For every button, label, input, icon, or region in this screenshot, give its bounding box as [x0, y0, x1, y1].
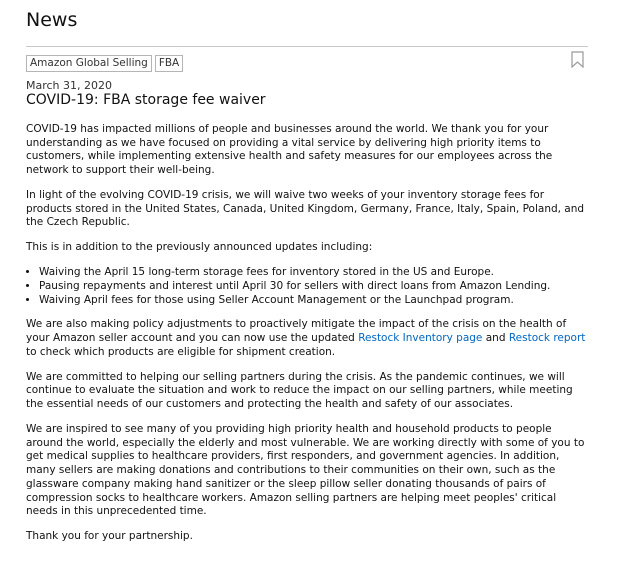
bookmark-icon[interactable] — [571, 51, 584, 68]
paragraph: In light of the evolving COVID-19 crisis, we will waive two weeks of your inventory storage fees for products stored in the United States, Canada, United Kingdom, Germany, France, Italy, Spain, Poland, and the Czech Republic. — [26, 189, 585, 229]
paragraph: COVID-19 has impacted millions of people and businesses around the world. We thank you for your understanding as we have focused on providing a vital service by delivering high priority items to customers, while implementing extensive health and safety measures for our employees across the network to support their well-being. — [26, 123, 553, 177]
paragraph — [26, 318, 586, 359]
tag-amazon-global-selling[interactable]: Amazon Global Selling — [26, 55, 152, 72]
paragraph: We are committed to helping our selling partners during the crisis. As the pandemic continues, we will continue to evaluate the situation and work to reduce the impact on our selling partners, while meeting the essential needs of our customers and protecting the health and safety of our associates. — [26, 370, 573, 411]
restock-report-link[interactable]: Restock report — [508, 332, 586, 345]
paragraph-text: to check which products are eligible for shipment creation. — [26, 345, 336, 358]
list-item: • Pausing repayments and interest until April 30 for sellers with direct loans from Amazon Lending. — [39, 280, 586, 294]
article-title: COVID-19: FBA storage fee waiver — [26, 92, 266, 108]
tag-list — [26, 55, 183, 72]
header-divider — [26, 46, 588, 47]
paragraph-text: We are also making policy adjustments to proactively mitigate the impact of the crisis on the health of your Amazon seller account and you can now use the updated — [26, 318, 567, 345]
paragraph: We are inspired to see many of you providing high priority health and household products to people around the world, especially the elderly and most vulnerable. We are working directly with some of you to get medical supplies to healthcare providers, first responders, and government agencies. In addition, many sellers are making donations and contributions to their communities on their own, such as the glassware company making hand sanitizer or the sleep pillow seller donating thousands of pairs of compression socks to healthcare workers. Amazon selling partners are helping meet peoples' critical needs in this unprecedented time. — [26, 423, 585, 518]
updates-list — [26, 266, 586, 307]
paragraph: This is in addition to the previously announced updates including: — [26, 241, 373, 254]
page-title: News — [26, 9, 78, 31]
list-item: • Waiving April fees for those using Seller Account Management or the Launchpad program. — [39, 294, 586, 308]
article-date: March 31, 2020 — [26, 79, 113, 92]
paragraph-text: and — [482, 332, 509, 345]
restock-inventory-link[interactable]: Restock Inventory page — [358, 332, 483, 345]
tag-fba[interactable]: FBA — [155, 55, 183, 72]
paragraph: Thank you for your partnership. — [26, 530, 193, 543]
list-item: • Waiving the April 15 long-term storage fees for inventory stored in the US and Europe. — [39, 266, 586, 280]
article-body — [26, 123, 586, 555]
